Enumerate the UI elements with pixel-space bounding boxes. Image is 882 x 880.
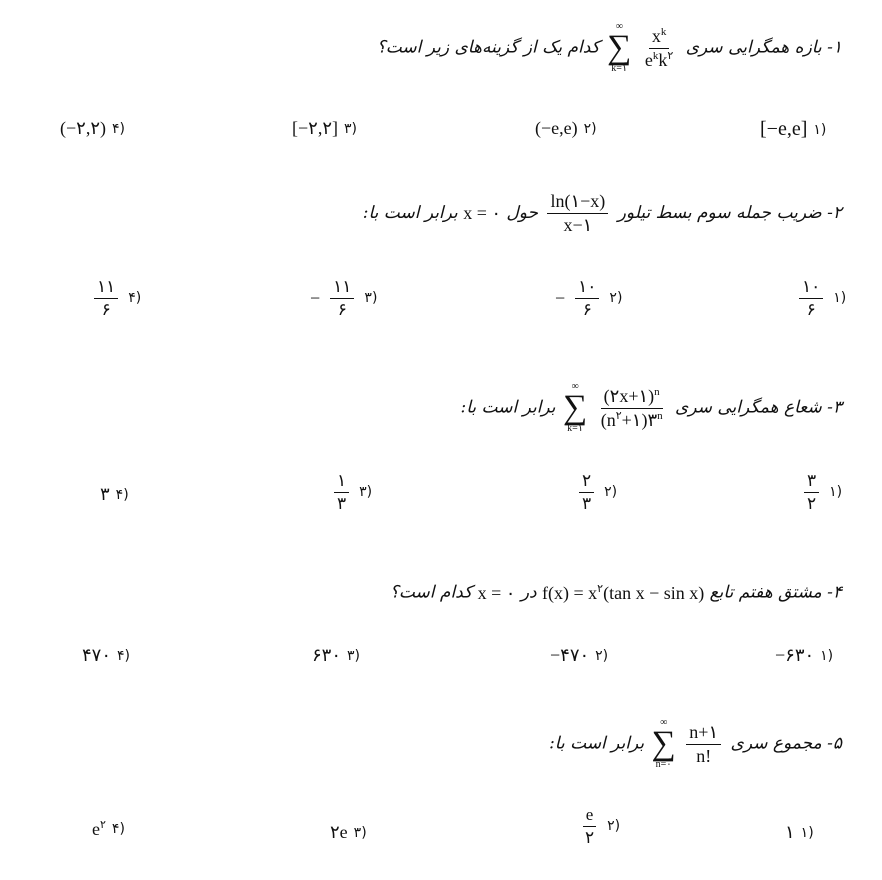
sigma-icon: ∑ xyxy=(607,29,632,66)
q4-prompt-mid: در xyxy=(520,582,537,603)
q3-option-3[interactable] xyxy=(330,472,372,513)
q5-option-2[interactable] xyxy=(578,806,620,847)
q2-option-3[interactable] xyxy=(310,278,377,319)
q5-option-1[interactable] xyxy=(785,822,814,843)
q5-opt2-label: ۲) xyxy=(607,818,621,835)
q2-opt4-num: ۱۱ xyxy=(94,278,118,299)
q3-opt4-label: ۴) xyxy=(115,486,129,503)
q3-opt1-den: ۲ xyxy=(807,493,817,513)
q5-opt1-label: ۱) xyxy=(800,824,814,841)
q1-option-2[interactable] xyxy=(535,118,597,139)
q3-frac-den: (n xyxy=(600,409,616,430)
q5-opt2-frac xyxy=(582,806,597,847)
q4-point: x = ۰ xyxy=(477,582,516,603)
q3-sum-top: ∞ xyxy=(571,381,579,392)
q5-opt4-value: e xyxy=(92,819,100,839)
q2-opt3-sign: − xyxy=(310,287,321,308)
q2-opt4-frac xyxy=(94,278,118,319)
q3-opt3-label: ۳) xyxy=(359,484,373,501)
q5-opt2-den: ۲ xyxy=(585,827,595,847)
q4-opt3-label: ۳) xyxy=(347,647,360,664)
q5-fraction xyxy=(686,723,721,766)
q5-sum-top: ∞ xyxy=(660,717,668,728)
q2-frac-num: ln(۱−x) xyxy=(547,192,608,214)
q2-opt1-frac xyxy=(799,278,823,319)
q5-option-3[interactable] xyxy=(330,822,367,843)
q1-series xyxy=(605,22,680,74)
sigma-icon: ∑ xyxy=(651,725,676,762)
q1-sum-top: ∞ xyxy=(615,21,623,32)
q3-frac-den-sup2: n xyxy=(657,409,663,422)
q3-option-2[interactable] xyxy=(575,472,617,513)
q1-frac-den2-sup: ۲ xyxy=(667,49,674,62)
q3-opt3-num: ۱ xyxy=(334,472,349,493)
q2-option-2[interactable] xyxy=(555,278,622,319)
q1-fraction xyxy=(642,27,676,70)
q1-opt1-label: ۱) xyxy=(813,121,827,138)
q2-opt4-label: ۴) xyxy=(128,290,142,307)
q4-opt2-value: −۴۷۰ xyxy=(550,645,590,665)
q2-prompt-mid: حول xyxy=(506,202,539,223)
q1-option-1[interactable] xyxy=(760,118,826,141)
q3-opt2-frac xyxy=(579,472,594,513)
q2-option-1[interactable] xyxy=(795,278,846,319)
q1-opt2-label: ۲) xyxy=(583,120,597,137)
q2-opt2-num: ۱۰ xyxy=(575,278,599,299)
q5-frac-num: n+۱ xyxy=(686,723,721,745)
q3-opt3-frac xyxy=(334,472,349,513)
q2-fraction xyxy=(547,192,608,235)
q3-opt2-label: ۲) xyxy=(604,484,618,501)
q2-expression xyxy=(543,192,612,235)
q3-prompt-end: برابر است با: xyxy=(460,397,556,418)
q5-option-4[interactable] xyxy=(92,818,125,840)
q5-frac-den: n! xyxy=(696,745,712,766)
q3-prompt-start: ۳- شعاع همگرایی سری xyxy=(675,397,842,418)
q3-sum-bottom: k=۱ xyxy=(567,423,584,435)
q2-opt3-frac xyxy=(330,278,354,319)
question-2 xyxy=(363,192,842,235)
q1-option-3[interactable] xyxy=(292,118,357,139)
q1-opt4-value: (−۲,۲) xyxy=(60,118,106,138)
q1-opt4-label: ۴) xyxy=(111,120,125,137)
q2-opt1-den: ۶ xyxy=(806,299,816,319)
q3-option-1[interactable] xyxy=(800,472,842,513)
q4-opt3-value: ۶۳۰ xyxy=(312,645,342,665)
q1-sigma xyxy=(607,22,631,74)
q1-sum-bottom: k=۱ xyxy=(611,63,628,75)
q2-opt4-den: ۶ xyxy=(101,299,111,319)
q5-sum-bottom: n=۰ xyxy=(655,759,672,771)
q2-opt1-num: ۱۰ xyxy=(799,278,823,299)
q5-opt1-value: ۱ xyxy=(785,822,795,842)
q1-opt3-value: [−۲,۲] xyxy=(292,118,338,138)
q1-frac-num: x xyxy=(651,25,661,46)
q3-opt1-num: ۳ xyxy=(804,472,819,493)
q1-frac-num-sup: k xyxy=(660,25,667,38)
q3-frac-num: (۲x+۱) xyxy=(603,385,655,406)
q4-option-1[interactable] xyxy=(775,645,833,666)
q2-opt3-num: ۱۱ xyxy=(330,278,354,299)
q3-opt1-label: ۱) xyxy=(829,484,843,501)
q3-opt4-value: ۳ xyxy=(100,484,110,504)
q1-opt2-value: (−e,e) xyxy=(535,118,578,138)
q4-option-4[interactable] xyxy=(82,645,130,666)
q2-frac-den: x−۱ xyxy=(563,214,593,235)
q4-func-right: (tan x − sin x) xyxy=(603,583,705,603)
q4-prompt-start: ۴- مشتق هفتم تابع xyxy=(709,582,842,603)
q3-fraction xyxy=(598,387,666,430)
q4-opt4-value: ۴۷۰ xyxy=(82,645,112,665)
q4-opt2-label: ۲) xyxy=(595,647,609,664)
q3-opt2-num: ۲ xyxy=(579,472,594,493)
q4-opt1-label: ۱) xyxy=(820,647,834,664)
q4-prompt-end: کدام است؟ xyxy=(389,582,473,603)
question-1 xyxy=(377,22,842,74)
q3-opt2-den: ۳ xyxy=(582,493,592,513)
q3-frac-den-rest: +۱)۳ xyxy=(621,409,658,430)
q2-opt2-den: ۶ xyxy=(582,299,592,319)
q3-frac-den-sup: ۲ xyxy=(615,409,622,422)
q1-prompt-start: ۱- بازه همگرایی سری xyxy=(685,37,842,58)
q3-opt1-frac xyxy=(804,472,819,513)
q2-opt3-label: ۳) xyxy=(364,290,378,307)
q1-frac-den2: k xyxy=(658,49,668,70)
q4-function xyxy=(542,582,704,604)
q5-opt3-value: ۲e xyxy=(330,822,348,842)
q2-prompt-start: ۲- ضریب جمله سوم بسط تیلور xyxy=(617,202,842,223)
q2-option-4[interactable] xyxy=(90,278,141,319)
q3-opt3-den: ۳ xyxy=(337,493,347,513)
question-4 xyxy=(390,582,842,604)
q4-opt4-label: ۴) xyxy=(117,647,130,664)
q5-sigma xyxy=(652,718,676,770)
q1-opt3-label: ۳) xyxy=(343,120,357,137)
q2-point: x = ۰ xyxy=(463,202,502,223)
q3-option-4[interactable] xyxy=(100,484,129,505)
q4-option-3[interactable] xyxy=(312,645,360,666)
question-5 xyxy=(549,718,842,770)
q2-opt1-label: ۱) xyxy=(833,290,847,307)
q3-frac-num-sup: n xyxy=(654,385,660,398)
sigma-icon: ∑ xyxy=(562,389,588,426)
q3-series xyxy=(561,382,670,434)
q5-opt2-num: e xyxy=(583,806,597,827)
q5-opt4-label: ۴) xyxy=(111,821,125,837)
q4-func-left: f(x) = x xyxy=(542,583,598,603)
q4-option-2[interactable] xyxy=(550,645,608,666)
q1-option-4[interactable] xyxy=(60,118,125,139)
q5-prompt-start: ۵- مجموع سری xyxy=(730,733,842,754)
question-3 xyxy=(460,382,842,434)
q5-prompt-end: برابر است با: xyxy=(549,733,645,754)
q4-opt1-value: −۶۳۰ xyxy=(775,645,815,665)
q1-frac-den-sup: k xyxy=(652,49,659,62)
q1-opt1-value: [−e,e] xyxy=(760,118,808,140)
q1-prompt-end: کدام یک از گزینه‌های زیر است؟ xyxy=(376,37,600,58)
q5-series xyxy=(650,718,726,770)
q3-sigma xyxy=(563,382,587,434)
q2-opt2-sign: − xyxy=(555,287,566,308)
q5-opt3-label: ۳) xyxy=(353,824,367,841)
q2-prompt-end: برابر است با: xyxy=(362,202,458,223)
q2-opt2-frac xyxy=(575,278,599,319)
q2-opt2-label: ۲) xyxy=(609,290,623,307)
q1-frac-den: e xyxy=(644,49,653,70)
q2-opt3-den: ۶ xyxy=(337,299,347,319)
q5-opt4-sup: ۲ xyxy=(100,819,106,831)
q4-func-sup: ۲ xyxy=(597,583,604,595)
